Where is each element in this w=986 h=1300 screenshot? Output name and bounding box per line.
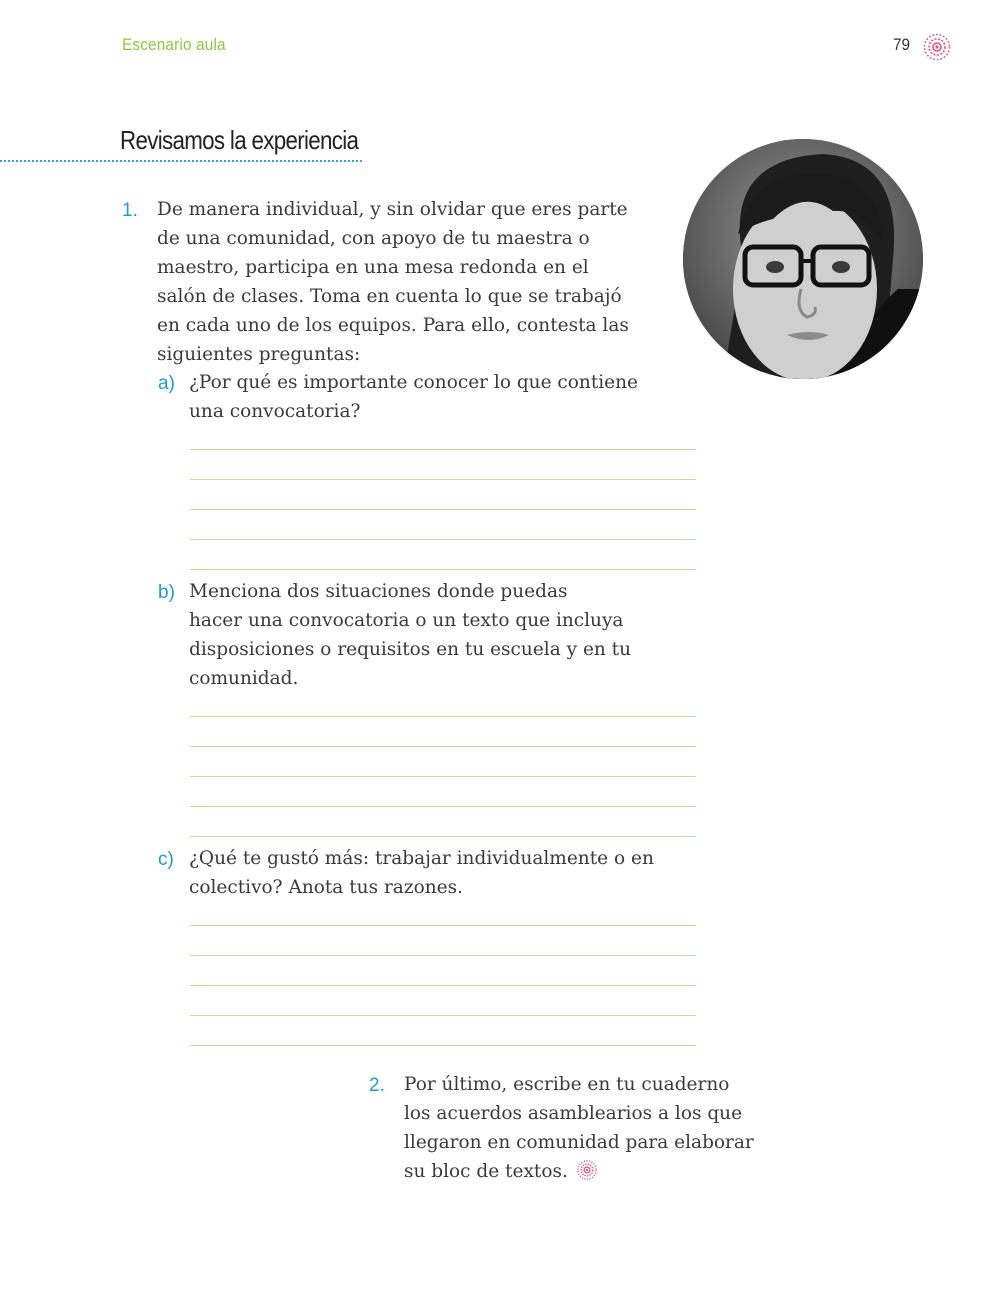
text-line: De manera individual, y sin olvidar que eres parte — [157, 199, 628, 220]
text-line: Por último, escribe en tu cuaderno — [404, 1074, 730, 1095]
answer-line[interactable] — [190, 836, 696, 837]
activity-1-instructions — [157, 195, 677, 369]
text-line: una convocatoria? — [189, 401, 361, 422]
page-number: 79 — [893, 35, 911, 54]
answer-line[interactable] — [190, 509, 696, 510]
text-line: ¿Por qué es importante conocer lo que contiene — [189, 372, 638, 393]
running-head-section: Escenario aula — [122, 35, 226, 54]
portrait-illustration — [683, 139, 923, 379]
answer-line[interactable] — [190, 1045, 696, 1046]
answer-line[interactable] — [190, 955, 696, 956]
answer-line[interactable] — [190, 985, 696, 986]
activity-2-instructions — [404, 1070, 804, 1186]
sun-spiral-icon — [922, 32, 952, 62]
text-line: de una comunidad, con apoyo de tu maestra o — [157, 228, 590, 249]
title-dotted-rule — [0, 160, 362, 162]
question-c-text — [189, 844, 699, 902]
text-line-content: su bloc de textos. — [404, 1161, 568, 1182]
question-c-letter: c) — [158, 849, 174, 870]
activity-1-number: 1. — [122, 200, 138, 221]
answer-line[interactable] — [190, 449, 696, 450]
answer-line[interactable] — [190, 806, 696, 807]
text-line: siguientes preguntas: — [157, 344, 361, 365]
answer-line[interactable] — [190, 776, 696, 777]
section-title: Revisamos la experiencia — [120, 125, 359, 155]
answer-line[interactable] — [190, 1015, 696, 1016]
text-line: Menciona dos situaciones donde puedas — [189, 581, 568, 602]
text-line — [404, 1157, 804, 1186]
question-a-letter: a) — [158, 373, 175, 394]
answer-line[interactable] — [190, 716, 696, 717]
text-line: en cada uno de los equipos. Para ello, contesta las — [157, 315, 629, 336]
student-portrait-photo — [683, 139, 923, 379]
text-line: maestro, participa en una mesa redonda en el — [157, 257, 589, 278]
text-line: colectivo? Anota tus razones. — [189, 877, 463, 898]
answer-line[interactable] — [190, 746, 696, 747]
question-b-letter: b) — [158, 582, 175, 603]
activity-2-number: 2. — [369, 1075, 385, 1096]
question-b-text — [189, 577, 689, 693]
text-line: los acuerdos asamblearios a los que — [404, 1103, 743, 1124]
text-line: hacer una convocatoria o un texto que incluya — [189, 610, 624, 631]
text-line: salón de clases. Toma en cuenta lo que se trabajó — [157, 286, 622, 307]
question-a-text — [189, 368, 689, 426]
answer-line[interactable] — [190, 925, 696, 926]
answer-line[interactable] — [190, 479, 696, 480]
answer-line[interactable] — [190, 569, 696, 570]
text-line: llegaron en comunidad para elaborar — [404, 1132, 754, 1153]
answer-line[interactable] — [190, 539, 696, 540]
text-line: ¿Qué te gustó más: trabajar individualmente o en — [189, 848, 654, 869]
sun-spiral-icon — [576, 1159, 598, 1181]
text-line: disposiciones o requisitos en tu escuela y en tu — [189, 639, 632, 660]
text-line: comunidad. — [189, 668, 299, 689]
